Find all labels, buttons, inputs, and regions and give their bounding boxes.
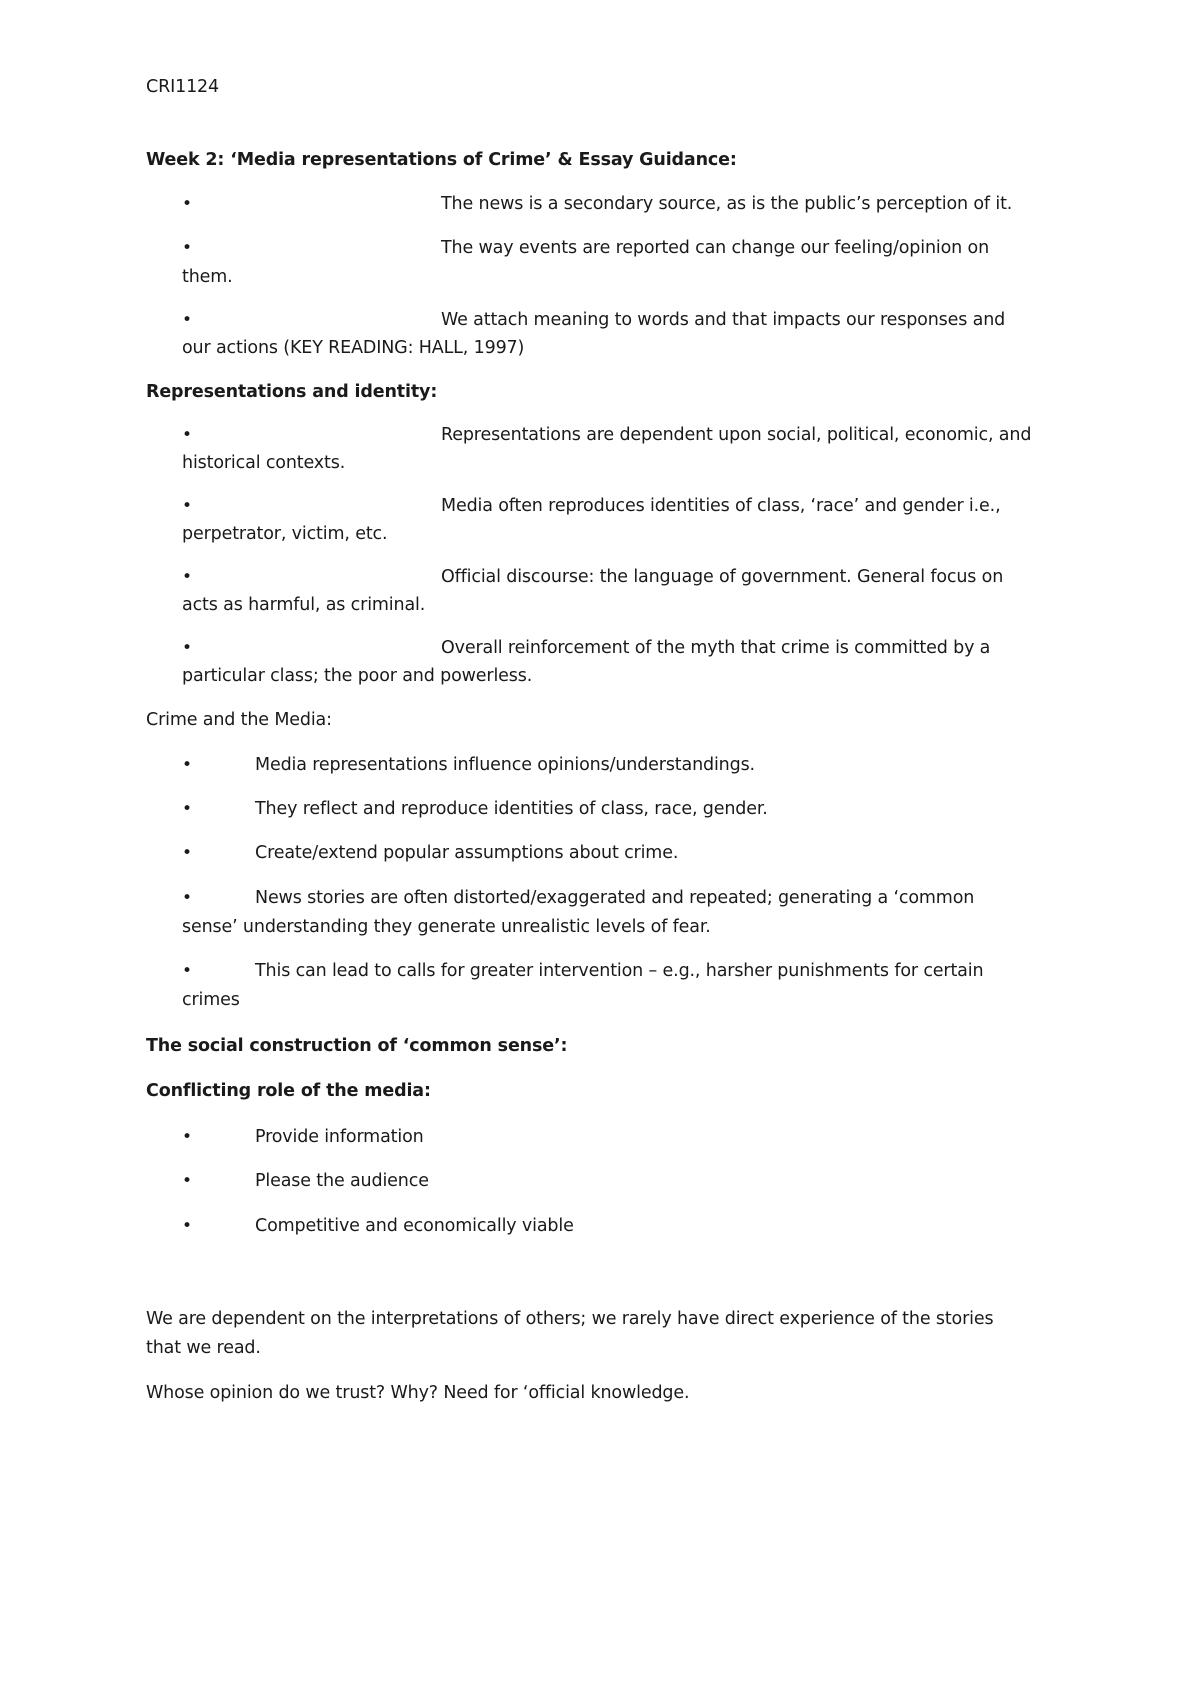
- bullet-icon: •: [182, 425, 193, 445]
- bullet-icon: •: [182, 496, 193, 516]
- list-item-text: Please the audience: [255, 1171, 429, 1191]
- list-item-continuation: our actions (KEY READING: HALL, 1997): [182, 338, 525, 358]
- bullet-icon: •: [182, 238, 193, 258]
- bullet-icon: •: [182, 1171, 193, 1191]
- bullet-icon: •: [182, 755, 193, 775]
- list-item-text: Media often reproduces identities of class, ‘race’ and gender i.e.,: [441, 496, 1001, 516]
- list-item-text: Representations are dependent upon social, political, economic, and: [441, 425, 1032, 445]
- list-item-continuation: sense’ understanding they generate unrealistic levels of fear.: [182, 917, 711, 937]
- list-item-continuation: historical contexts.: [182, 453, 346, 473]
- list-item-continuation: them.: [182, 267, 233, 287]
- list-item-text: They reflect and reproduce identities of class, race, gender.: [255, 799, 768, 819]
- list-item-text: The news is a secondary source, as is the public’s perception of it.: [441, 194, 1013, 214]
- identity-heading: Representations and identity:: [146, 382, 438, 402]
- bullet-icon: •: [182, 310, 193, 330]
- crime-media-heading: Crime and the Media:: [146, 710, 332, 730]
- list-item-continuation: particular class; the poor and powerless.: [182, 666, 533, 686]
- list-item-text: News stories are often distorted/exaggerated and repeated; generating a ‘common: [255, 888, 975, 908]
- common-sense-heading: The social construction of ‘common sense’:: [146, 1036, 568, 1056]
- list-item-text: Competitive and economically viable: [255, 1216, 574, 1236]
- bullet-icon: •: [182, 194, 193, 214]
- bullet-icon: •: [182, 799, 193, 819]
- list-item-text: Create/extend popular assumptions about crime.: [255, 843, 679, 863]
- bullet-icon: •: [182, 1216, 193, 1236]
- list-item-text: Overall reinforcement of the myth that crime is committed by a: [441, 638, 991, 658]
- bullet-icon: •: [182, 1127, 193, 1147]
- list-item-continuation: perpetrator, victim, etc.: [182, 524, 388, 544]
- list-item-text: Media representations influence opinions/understandings.: [255, 755, 755, 775]
- list-item-continuation: crimes: [182, 990, 240, 1010]
- course-code: CRI1124: [146, 77, 220, 97]
- closing-paragraph-line: We are dependent on the interpretations of others; we rarely have direct experience of the stories: [146, 1309, 994, 1329]
- bullet-icon: •: [182, 638, 193, 658]
- conflicting-heading: Conflicting role of the media:: [146, 1081, 431, 1101]
- list-item-text: Official discourse: the language of government. General focus on: [441, 567, 1004, 587]
- bullet-icon: •: [182, 961, 193, 981]
- list-item-continuation: acts as harmful, as criminal.: [182, 595, 426, 615]
- list-item-text: We attach meaning to words and that impacts our responses and: [441, 310, 1006, 330]
- list-item-text: This can lead to calls for greater intervention – e.g., harsher punishments for certain: [255, 961, 984, 981]
- week-heading: Week 2: ‘Media representations of Crime’ & Essay Guidance:: [146, 150, 737, 170]
- closing-paragraph-line: that we read.: [146, 1338, 261, 1358]
- bullet-icon: •: [182, 843, 193, 863]
- list-item-text: The way events are reported can change our feeling/opinion on: [441, 238, 990, 258]
- closing-question: Whose opinion do we trust? Why? Need for ‘official knowledge.: [146, 1383, 690, 1403]
- list-item-text: Provide information: [255, 1127, 424, 1147]
- bullet-icon: •: [182, 567, 193, 587]
- bullet-icon: •: [182, 888, 193, 908]
